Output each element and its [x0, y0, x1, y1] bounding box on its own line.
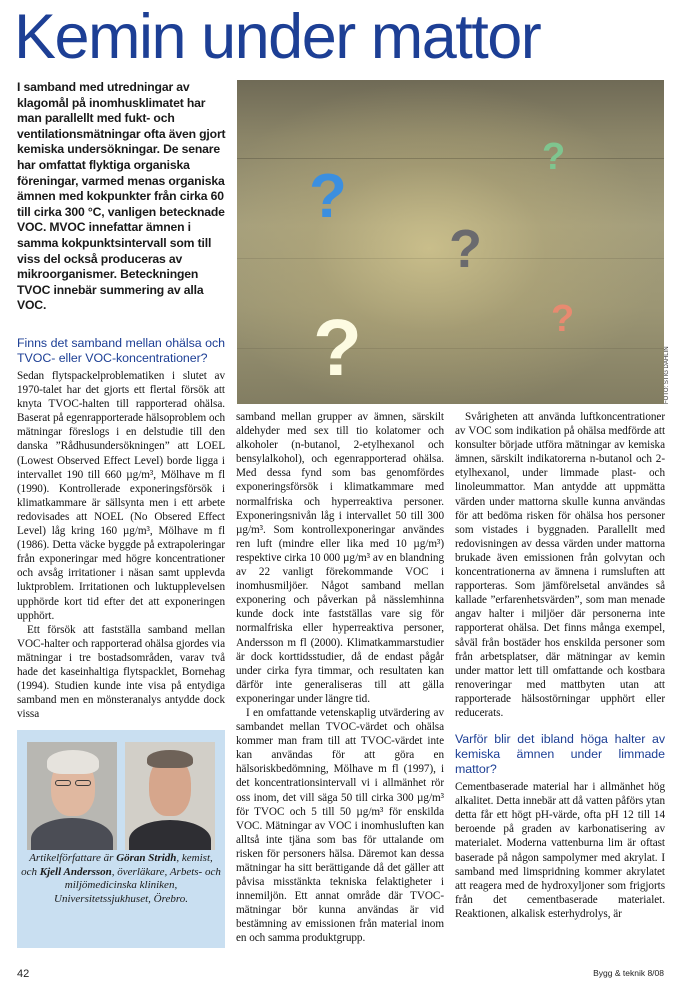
lead-paragraph: I samband med utredningar av klagomål på inomhusklimatet har man parallellt med fukt- och ventilationsmätningar ofta även gjort kemiska undersökningar. De senare har omfattat flyktiga organiska föreningar, varmed menas organiska ämnen med kokpunkter från cirka 60 till cirka 300 °C, vanligen betecknade VOC. MVOC innefattar ämnen i samma kokpunktsintervall som till viss del också produceras av mikroorganismer. Beteckningen TVOC innebär summering av alla VOC. [17, 80, 226, 313]
author-box [17, 730, 225, 948]
article-title: Kemin under mattor [14, 2, 541, 72]
section-heading: Varför blir det ibland höga halter av kemiska ämnen under limmade mattor? [455, 732, 665, 777]
orange-question-mark-icon: ? [551, 298, 575, 340]
floor-seam [237, 348, 664, 349]
hair [147, 750, 193, 768]
section-heading: Finns det samband mellan ohälsa och TVOC- eller VOC-koncentrationer? [17, 336, 225, 365]
body-paragraph: Ett försök att fastställa samband mellan VOC-halter och rapporterad ohälsa gjordes via mätningar i tre bostadsområden, varav två hade det kaseinhaltiga flytspacklet, Bornehag (1994). Studien kunde inte visa på entydiga samband men en mönsteranalys antydde dock vissa [17, 623, 225, 721]
caption-text: , kemist, och [21, 852, 213, 878]
body-paragraph: samband mellan grupper av ämnen, särskilt aldehyder med sex till tio kolatomer och alkoholer (n-butanol, 2-etylhexanol och bensylalkohol), och egenrapporterad ohälsa. Med dessa fynd som bas genomfördes exponeringsförsök i klimatkammare med normalfriska och hyperreaktiva personer. Exponeringsnivån låg i intervallet 50 till 300 µg/m³. Som kontrollexponeringar användes ren luft (mindre eller lika med 10 µg/m³) respektive cirka 10 000 µg/m³ av en blandning av 22 vanligt förekommande VOC i inomhusmiljöer. Något samband mellan exponering och påverkan på nässlemhinna kunde dock inte fastställas vare sig för normalfriska eller hyperreaktiva personer, Andersson m fl (2000). Klimatkammarstudier är dock korttidsstudier, då de endast pågår under cirka fyra timmar, och resultaten kan därför inte generaliseras till att gälla exponeringar under längre tid. [236, 411, 444, 705]
caption-text: , överläkare, Arbets- och miljömedicinska kliniken, Universitetssjukhuset, Örebro. [54, 865, 221, 905]
author-caption [21, 852, 221, 906]
photo-credit: FOTO: STIG DAHLIN [664, 346, 670, 404]
caption-text: Artikelförfattare är [29, 852, 117, 864]
body-paragraph: I en omfattande vetenskaplig utvärdering av sambandet mellan TVOC-värdet och ohälsa kommer man fram till att TVOC-värdet inte kan användas för att göra en hälsoriskbedömning, Mölhave m fl (1997), i det koncentrationsintervall vi i allmänhet rör oss inom, det vill säga 50 till cirka 300 µg/m³ för TVOC och 5 till 50 µg/m³ för enskilda VOC. Mätningar av VOC i inomhusluften kan alltså inte tjäna som bas för uttalande om risken för personers hälsa. Däremot kan dessa mätningar ha sitt berättigande då det gäller att påvisa misstänkta tekniska felaktigheter i innemiljön. Ett annat område där TVOC-mätningar bör kunna användas är vid bestämning av emissionen från material inom en och samma produktgrupp. [236, 706, 444, 945]
grey-question-mark-icon: ? [449, 219, 482, 279]
author-photo-kjell-andersson [125, 742, 215, 850]
text-column-1 [17, 336, 225, 721]
body-paragraph: Svårigheten att använda luftkoncentrationer av VOC som indikation på ohälsa medförde att konsulter började utföra mätningar av kemiska ämnen, särskilt indikatorerna n-butanol och 2-etylhexanol, under limmade plast- och linoleummattor. Man antydde att uppmätta värden under mattorna skulle kunna användas för att bedöma risken för ohälsa hos personer som vistades i byggnaden. Parallellt med redovisningen av dessa värden under mattorna brukade även emissionen från golvytan och koncentrationerna av ämnena i rumsluften att rapporteras. Som jämförelsetal användes så kallade ”erfarenhetsvärden”, som man menade angav halter i miljöer där personerna inte rapporterat ohälsa. Det finns många exempel, såväl från bostäder hos enskilda personer som från arbetsplatser, där mätningar av kemin under mattor lett till omfattande och kostbara renoveringar med mattbyten utan att rapporterade hälsostörningar upphört eller reducerats. [455, 411, 665, 719]
hair [47, 750, 99, 774]
question-marks-photo [237, 80, 664, 404]
white-question-mark-icon: ? [313, 303, 362, 392]
shoulders [129, 820, 211, 850]
author-photo-goran-stridh [27, 742, 117, 850]
author-name: Göran Stridh [116, 852, 177, 864]
glasses-icon [75, 780, 91, 786]
text-column-2 [236, 410, 444, 946]
shoulders [31, 818, 113, 850]
floor-seam [237, 158, 664, 159]
blue-question-mark-icon: ? [309, 162, 347, 231]
magazine-footer: Bygg & teknik 8/08 [593, 968, 664, 978]
page-number: 42 [17, 968, 30, 980]
body-paragraph: Sedan flytspackelproblematiken i slutet av 1970-talet har det gjorts ett flertal försök att knyta TVOC-halten till rapporterad ohälsa. Baserat på egenrapporterade hälsoproblem och mätningar föreslogs i en delstudie till den danska ”Rådhusundersökningen” att LOEL (Lowest Observed Effect Level) borde ligga i intervallet 190 till 660 µg/m³, Mölhave m fl (1990). Kontrollerade exponeringsförsök i klimatkammare är sällsynta men i ett arbete redovisades att NOEL (No Obsered Effect Level) låg kring 160 µg/m³, Mölhave m fl (1986). Detta väcke byggde på extrapoleringar från exponeringar med högre koncentrationer och avsåg irritationer i näsan samt upplevda luktproblem. Irritationen och luktupplevelsen upphörde kort tid efter det att exponeringen upphört. [17, 370, 225, 622]
body-paragraph: Cementbaserade material har i allmänhet hög alkalitet. Detta innebär att då vatten påförs ytan detta får ett högt pH-värde, ofta pH 12 till 14 beroende på graden av karbonatisering av materialet. Moderna vattenburna lim är oftast baserade på någon sampolymer med akrylat. I samband med limspridning kommer akrylatet att reagera med de hydroxyljoner som frigjorts från det cementbaserade materialet. Reaktionen, alkalisk esterhydrolys, är [455, 781, 665, 920]
glasses-icon [55, 780, 71, 786]
text-column-3 [455, 410, 665, 921]
author-name: Kjell Andersson [39, 865, 112, 878]
green-question-mark-icon: ? [542, 136, 566, 178]
